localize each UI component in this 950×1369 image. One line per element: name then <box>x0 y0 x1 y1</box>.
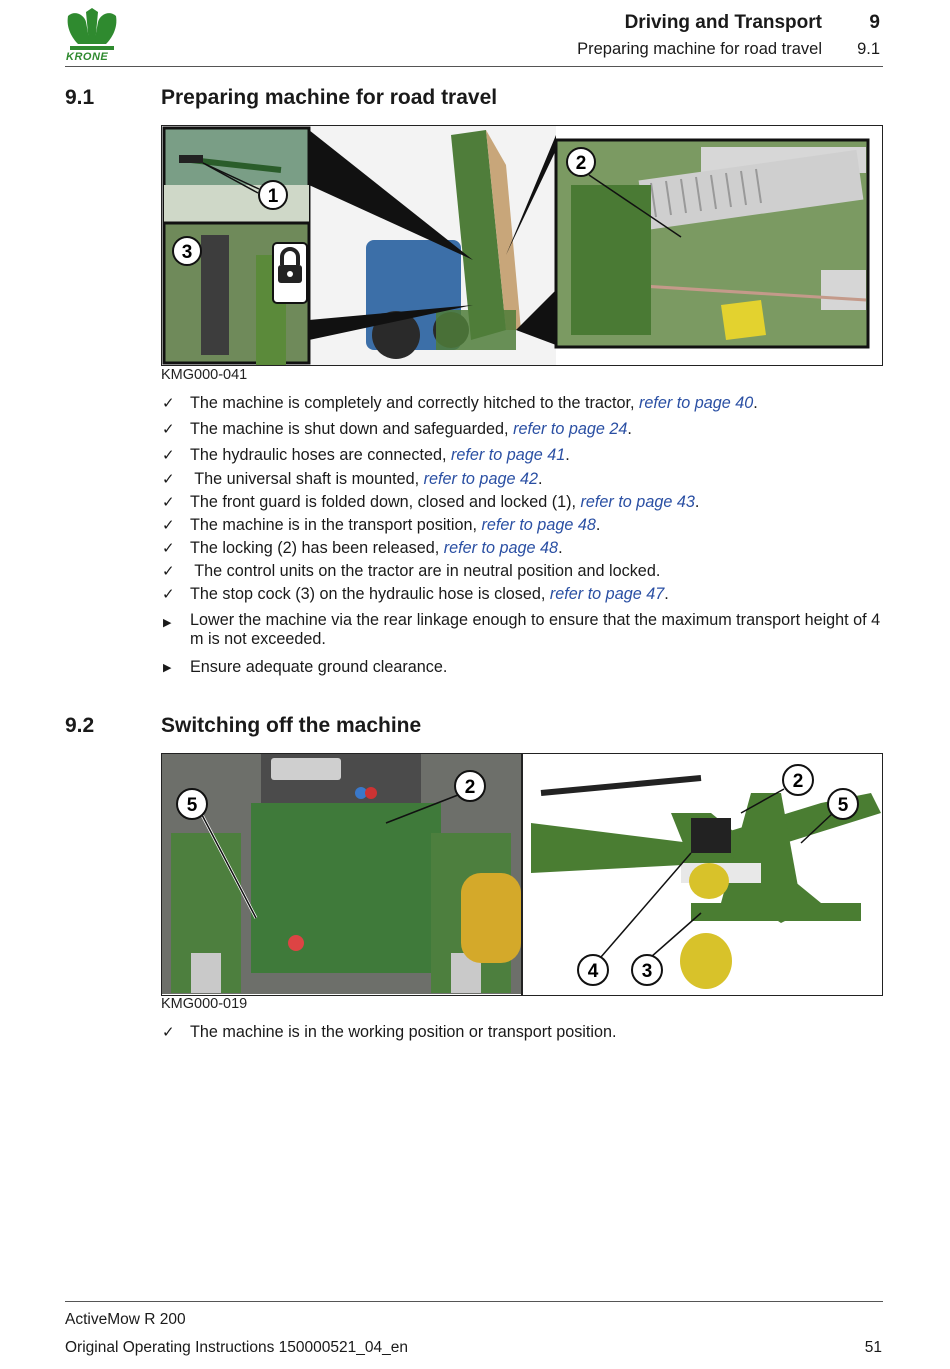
krone-logo <box>64 8 120 64</box>
checkmark-icon: ✓ <box>162 586 175 603</box>
krone-logo-text: KRONE <box>66 51 109 63</box>
header-chapter-title: Driving and Transport <box>624 12 822 33</box>
callout-2-right <box>783 765 813 795</box>
action-item: ▶ Ensure adequate ground clearance. <box>163 658 448 676</box>
prerequisite-list-2 <box>161 1023 886 1042</box>
checkmark-icon: ✓ <box>162 395 175 412</box>
figure-road-travel <box>161 125 883 366</box>
section-2-title: Switching off the machine <box>161 714 422 737</box>
svg-text:5: 5 <box>837 795 849 816</box>
footer-divider <box>65 1301 883 1302</box>
svg-text:1: 1 <box>267 186 279 207</box>
figure-switching-off <box>161 753 883 996</box>
list-item: ✓ The control units on the tractor are in neutral position and locked. <box>162 562 661 580</box>
callout-3 <box>173 237 201 265</box>
footer-document-id: Original Operating Instructions 150000521_04_en <box>65 1339 408 1356</box>
svg-text:2: 2 <box>575 153 587 174</box>
checkmark-icon: ✓ <box>162 517 175 534</box>
page-reference-link[interactable]: refer to page 43 <box>580 493 695 511</box>
checkmark-icon: ✓ <box>162 563 175 580</box>
section-2-number: 9.2 <box>65 714 95 737</box>
callout-4 <box>578 955 608 985</box>
figure-1-caption: KMG000-041 <box>161 367 248 383</box>
callout-5-left <box>177 789 207 819</box>
section-1-title: Preparing machine for road travel <box>161 86 498 109</box>
list-item: ✓ The stop cock (3) on the hydraulic hose is closed, refer to page 47. <box>162 585 669 603</box>
svg-text:3: 3 <box>181 242 193 263</box>
checkmark-icon: ✓ <box>162 1024 175 1041</box>
header-section-title: Preparing machine for road travel <box>577 40 822 58</box>
list-item: ✓ The universal shaft is mounted, refer to page 42. <box>162 470 543 488</box>
callout-3 <box>632 955 662 985</box>
checkmark-icon: ✓ <box>162 447 175 464</box>
action-arrow-icon: ▶ <box>163 617 172 629</box>
page-reference-link[interactable]: refer to page 47 <box>549 585 665 603</box>
callout-1 <box>259 181 287 209</box>
svg-text:2: 2 <box>464 777 476 798</box>
footer-product-name: ActiveMow R 200 <box>65 1311 186 1328</box>
page-reference-link[interactable]: refer to page 48 <box>443 539 559 557</box>
svg-text:2: 2 <box>792 771 804 792</box>
header-chapter-number: 9 <box>869 12 880 33</box>
header-divider <box>65 66 883 67</box>
svg-text:4: 4 <box>587 961 599 982</box>
checkmark-icon: ✓ <box>162 540 175 557</box>
list-item: ✓ The machine is shut down and safeguarded, refer to page 24. <box>162 420 632 438</box>
svg-text:3: 3 <box>641 961 653 982</box>
photo-three-point-hitch <box>523 754 882 995</box>
page-reference-link[interactable]: refer to page 24 <box>513 420 628 438</box>
page-reference-link[interactable]: refer to page 40 <box>638 394 754 412</box>
callout-2 <box>567 148 595 176</box>
list-item: ✓ The hydraulic hoses are connected, refer to page 41. <box>162 446 570 464</box>
inset-front-guard <box>164 128 309 223</box>
page-reference-link[interactable]: refer to page 42 <box>423 470 538 488</box>
checkmark-icon: ✓ <box>162 421 175 438</box>
figure-2-caption: KMG000-019 <box>161 996 248 1012</box>
list-item: ✓ The machine is in the working position or transport position. <box>162 1023 617 1041</box>
section-1-number: 9.1 <box>65 86 95 109</box>
page-number: 51 <box>864 1339 882 1356</box>
prerequisite-list-1 <box>161 394 886 677</box>
header-section-number: 9.1 <box>857 40 880 58</box>
callout-5-right <box>828 789 858 819</box>
checkmark-icon: ✓ <box>162 471 175 488</box>
checkmark-icon: ✓ <box>162 494 175 511</box>
svg-text:5: 5 <box>186 795 198 816</box>
list-item: ✓ The machine is in the transport position, refer to page 48. <box>162 516 601 534</box>
page-reference-link[interactable]: refer to page 41 <box>450 446 566 464</box>
action-item: ▶ Lower the machine via the rear linkage enough to ensure that the maximum transport height of 4 m is not exceeded. <box>163 611 881 648</box>
page-reference-link[interactable]: refer to page 48 <box>481 516 596 534</box>
list-item: ✓ The front guard is folded down, closed and locked (1), refer to page 43. <box>162 493 700 511</box>
callout-2-left <box>455 771 485 801</box>
action-arrow-icon: ▶ <box>163 662 172 674</box>
list-item: ✓ The locking (2) has been released, refer to page 48. <box>162 539 563 557</box>
list-item: ✓ The machine is completely and correctly hitched to the tractor, refer to page 40. <box>162 394 758 412</box>
inset-locking <box>556 140 868 347</box>
